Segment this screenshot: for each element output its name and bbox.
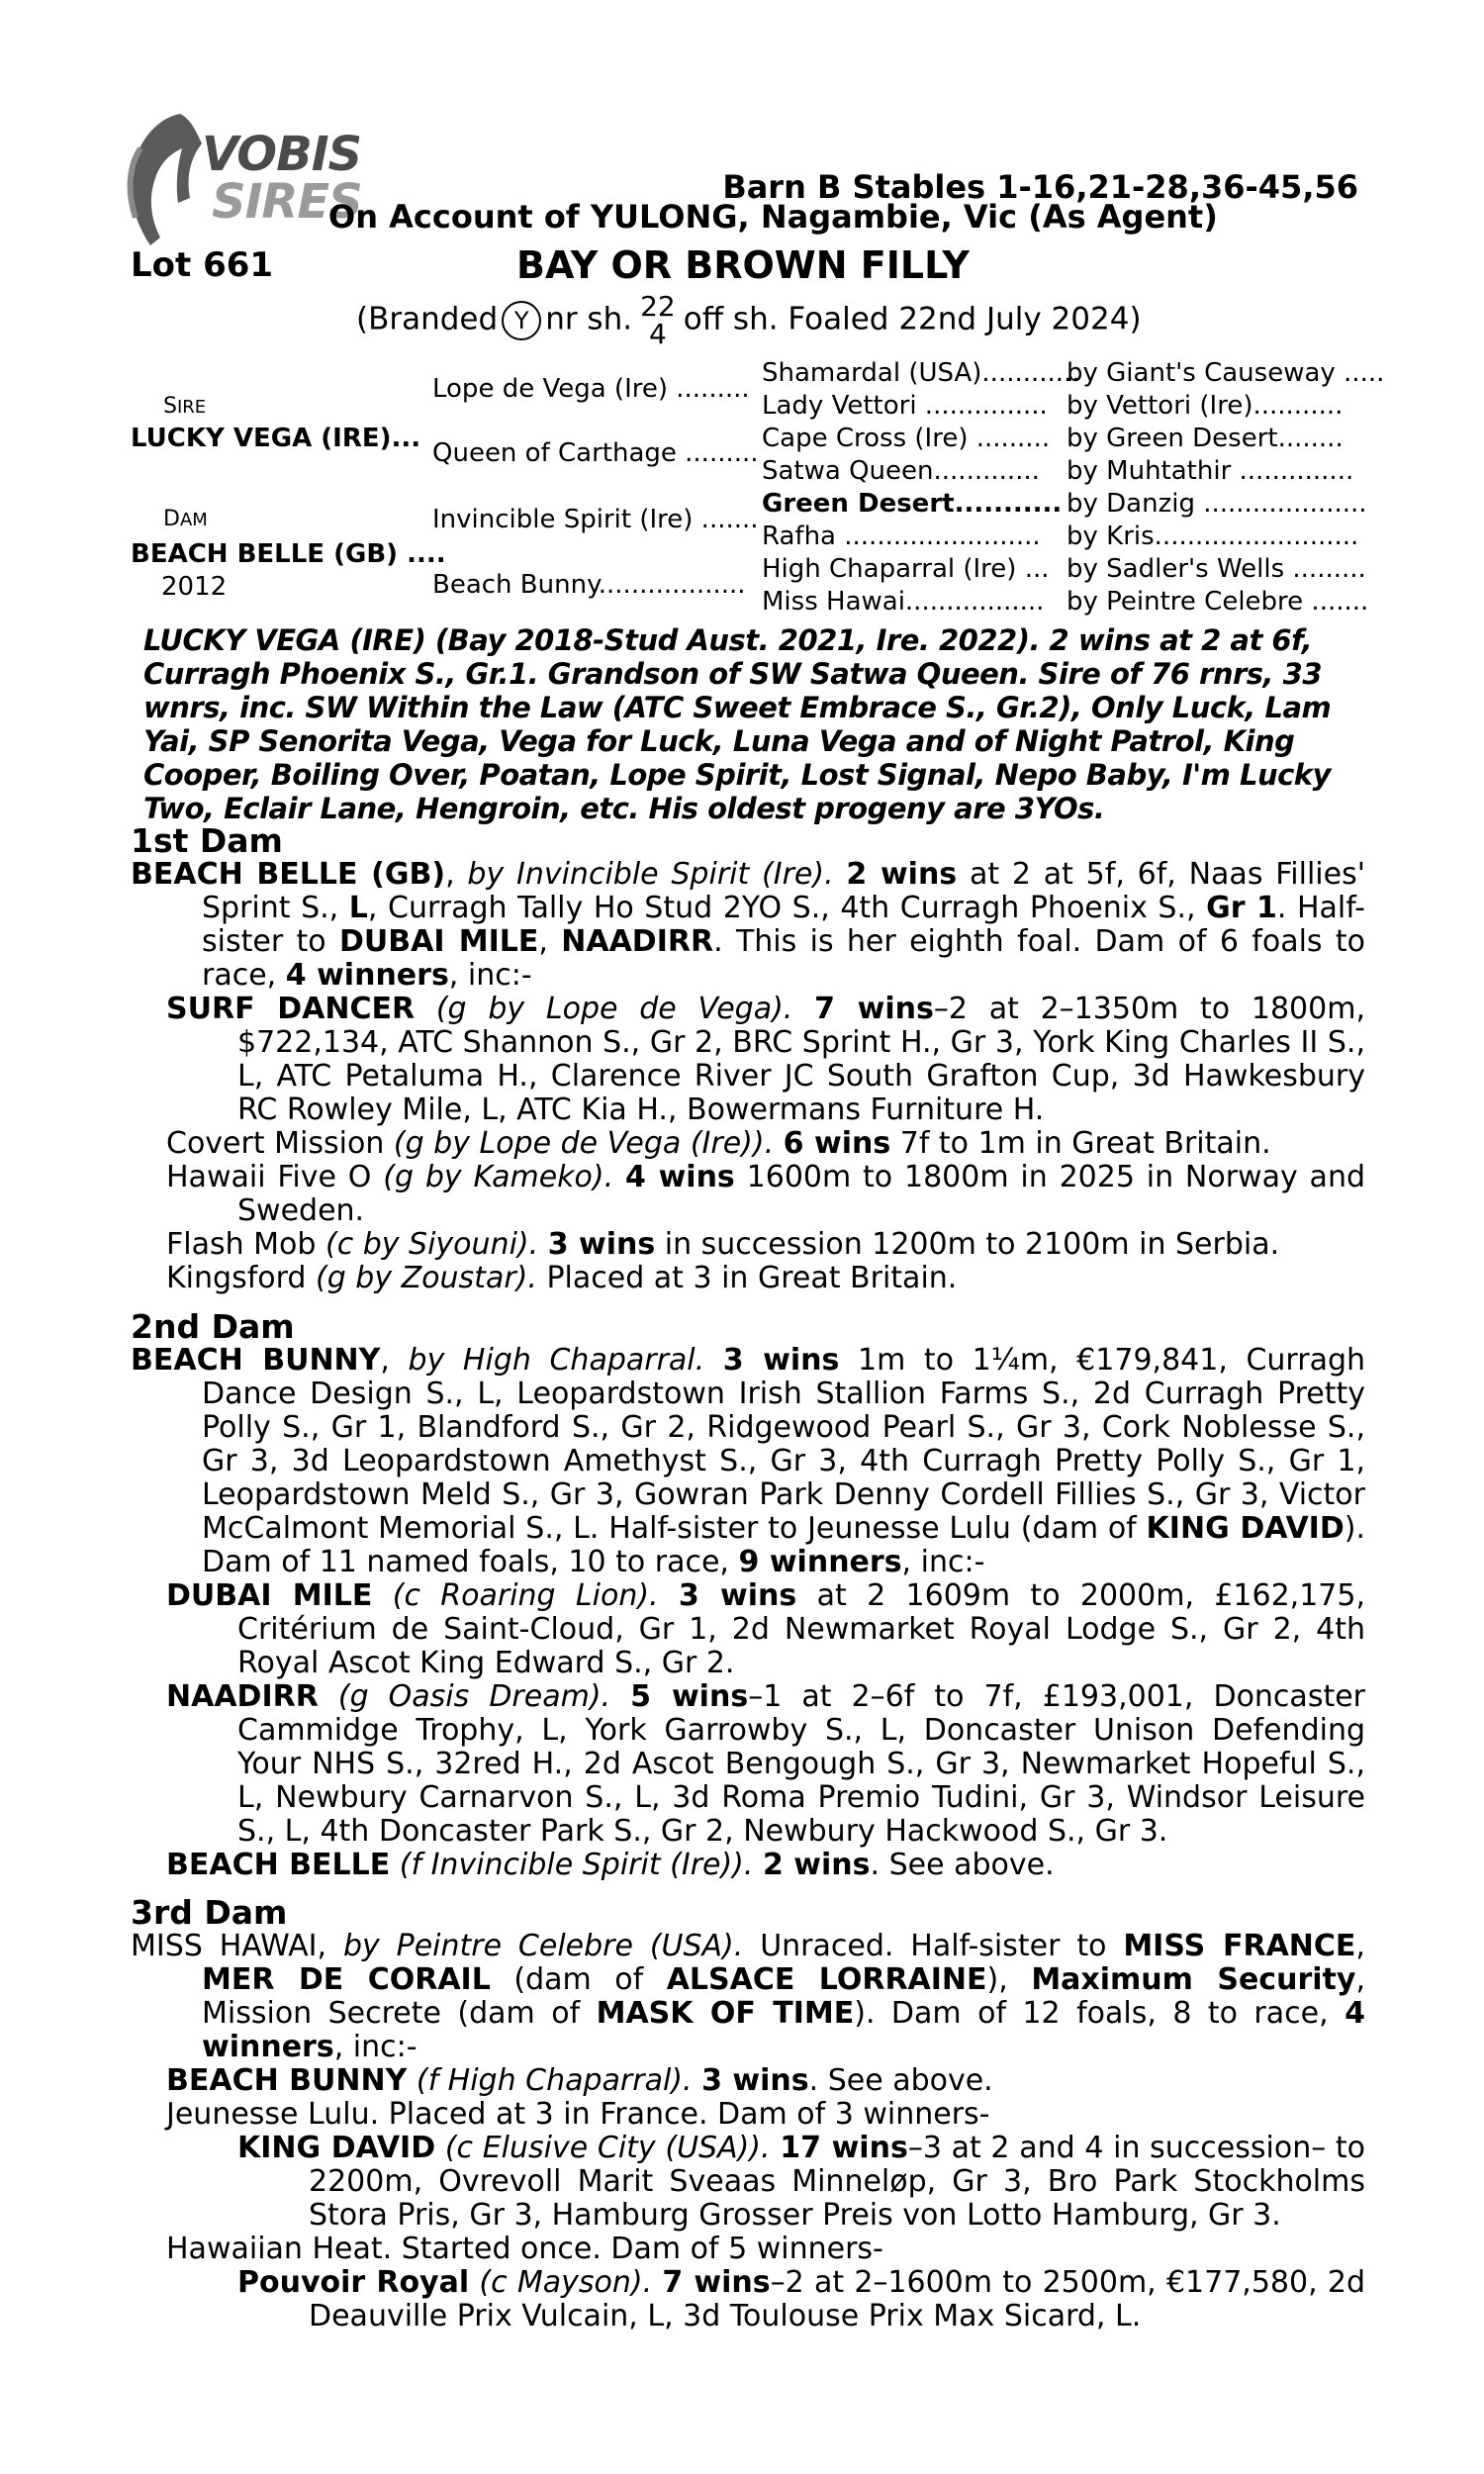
g-sire-3: by Green Desert........ (1067, 424, 1344, 453)
sire-name: LUCKY VEGA (IRE)... (131, 424, 421, 453)
progeny-entry: BEACH BUNNY (f High Chaparral). 3 wins. See above. (166, 2063, 993, 2098)
g-ancestor-5: Green Desert........... (762, 489, 1063, 519)
g-sire-6: by Kris......................... (1067, 522, 1359, 551)
horse-head-icon (121, 109, 210, 247)
brand-number: 22 4 (640, 290, 676, 350)
dam-dam: Beach Bunny.................. (432, 570, 746, 600)
second-dam-paragraph: BEACH BUNNY, by High Chaparral. 3 wins 1m to 1¼m, €179,841, Curragh Dance Design S., L, Leopardstown Irish Stallion Farms S., 2d Curragh Pretty Polly S., Gr 1, Blandford S., Gr 2, Ridgewood Pearl S., Gr 3, Cork Noblesse S., Gr 3, 3d Leopardstown Amethyst S., Gr 3, 4th Curragh Pretty Polly S., Gr 1, Leopardstown Meld S., Gr 3, Gowran Park Denny Cordell Fillies S., Gr 3, Victor McCalmont Memorial S., L. Half-sister to Jeunesse Lulu (dam of KING DAVID). Dam of 11 named foals, 10 to race, 9 winners, inc:- (131, 1343, 1366, 1579)
vobis-sires-logo (121, 109, 362, 247)
sire-dam: Queen of Carthage ......... (432, 438, 759, 468)
third-dam-section (131, 1893, 1366, 2333)
g-ancestor-7: High Chaparral (Ire) ... (762, 554, 1050, 584)
g-ancestor-3: Cape Cross (Ire) ......... (762, 424, 1051, 453)
progeny-entry: Flash Mob (c by Siyouni). 3 wins in succession 1200m to 2100m in Serbia. (166, 1227, 1280, 1262)
g-ancestor-4: Satwa Queen............. (762, 456, 1040, 486)
logo-line1: VOBIS (202, 127, 362, 182)
barn-location: Barn B Stables 1-16,21-28,36-45,56 (722, 168, 1358, 206)
first-dam-section (131, 821, 1366, 1295)
grand-progeny-entry: Pouvoir Royal (c Mayson). 7 wins–2 at 2–1600m to 2500m, €177,580, 2d Deauville Prix Vulcain, L, 3d Toulouse Prix Max Sicard, L. (237, 2265, 1365, 2333)
sire-sire: Lope de Vega (Ire) ......... (432, 374, 750, 404)
grand-progeny-entry: KING DAVID (c Elusive City (USA)). 17 wins–3 at 2 and 4 in succession– to 2200m, Ovrevoll Marit Sveaas Minneløp, Gr 3, Bro Park Stockholms Stora Pris, Gr 3, Hamburg Grosser Preis von Lotto Hamburg, Gr 3. (237, 2131, 1366, 2233)
progeny-entry: Kingsford (g by Zoustar). Placed at 3 in Great Britain. (166, 1261, 958, 1295)
progeny-entry: Jeunesse Lulu. Placed at 3 in France. Dam of 3 winners- (166, 2097, 990, 2132)
sire-summary: LUCKY VEGA (IRE) (Bay 2018-Stud Aust. 2021, Ire. 2022). 2 wins at 2 at 6f, Curragh Phoenix S., Gr.1. Grandson of SW Satwa Queen. Sire of 76 rnrs, 33 wnrs, inc. SW Within the Law (ATC Sweet Embrace S., Gr.2), Only Luck, Lam Yai, SP Senorita Vega, Vega for Luck, Luna Vega and of Night Patrol, King Cooper, Boiling Over, Poatan, Lope Spirit, Lost Signal, Nepo Baby, I'm Lucky Two, Eclair Lane, Hengroin, etc. His oldest progeny are 3YOs. (143, 623, 1332, 825)
dam-sire: Invincible Spirit (Ire) ....... (432, 505, 759, 534)
first-dam-paragraph: BEACH BELLE (GB), by Invincible Spirit (Ire). 2 wins at 2 at 5f, 6f, Naas Fillies' Sprint S., L, Curragh Tally Ho Stud 2YO S., 4th Curragh Phoenix S., Gr 1. Half-sister to DUBAI MILE, NAADIRR. This is her eighth foal. Dam of 6 foals to race, 4 winners, inc:- (131, 857, 1366, 993)
progeny-entry: NAADIRR (g Oasis Dream). 5 wins–1 at 2–6f to 7f, £193,001, Doncaster Cammidge Trophy, L, York Garrowby S., L, Doncaster Unison Defending Your NHS S., 32red H., 2d Ascot Bengough S., Gr 3, Newmarket Hopeful S., L, Newbury Carnarvon S., L, 3d Roma Premio Tudini, Gr 3, Windsor Leisure S., L, 4th Doncaster Park S., Gr 2, Newbury Hackwood S., Gr 3. (166, 1679, 1365, 1849)
lot-number: Lot 661 (131, 245, 274, 285)
g-sire-2: by Vettori (Ire)........... (1067, 391, 1344, 421)
third-dam-paragraph: MISS HAWAI, by Peintre Celebre (USA). Unraced. Half-sister to MISS FRANCE, MER DE CORAIL (dam of ALSACE LORRAINE), Maximum Security, Mission Secrete (dam of MASK OF TIME). Dam of 12 foals, 8 to race, 4 winners, inc:- (131, 1929, 1365, 2064)
second-dam-section (131, 1307, 1366, 1882)
third-dam-heading: 3rd Dam (131, 1893, 288, 1932)
g-sire-5: by Danzig .................... (1067, 489, 1367, 519)
page-title: BAY OR BROWN FILLY (516, 243, 970, 287)
progeny-entry: DUBAI MILE (c Roaring Lion). 3 wins at 2 1609m to 2000m, £162,175, Critérium de Saint-Cloud, Gr 1, 2d Newmarket Royal Lodge S., Gr 2, 4th Royal Ascot King Edward S., Gr 2. (166, 1578, 1366, 1680)
second-dam-heading: 2nd Dam (131, 1307, 295, 1346)
progeny-entry: Hawaii Five O (g by Kameko). 4 wins 1600m to 1800m in 2025 in Norway and Sweden. (166, 1160, 1365, 1228)
g-sire-1: by Giant's Causeway ..... (1067, 358, 1385, 388)
brand-mark-icon: Y (502, 301, 541, 340)
progeny-entry: SURF DANCER (g by Lope de Vega). 7 wins–2 at 2–1350m to 1800m, $722,134, ATC Shannon S., Gr 2, BRC Sprint H., Gr 3, York King Charles II S., L, ATC Petaluma H., Clarence River JC South Grafton Cup, 3d Hawkesbury RC Rowley Mile, L, ATC Kia H., Bowermans Furniture H. (166, 992, 1365, 1127)
g-ancestor-6: Rafha ........................ (762, 522, 1041, 551)
first-dam-heading: 1st Dam (131, 821, 283, 860)
progeny-entry: Covert Mission (g by Lope de Vega (Ire)). 6 wins 7f to 1m in Great Britain. (166, 1126, 1271, 1161)
g-ancestor-1: Shamardal (USA)............ (762, 358, 1080, 388)
progeny-entry: Hawaiian Heat. Started once. Dam of 5 winners- (166, 2232, 883, 2266)
g-ancestor-8: Miss Hawai................. (762, 587, 1045, 617)
g-sire-8: by Peintre Celebre ....... (1067, 587, 1369, 617)
g-sire-7: by Sadler's Wells ......... (1067, 554, 1366, 584)
vendor-account: On Account of YULONG, Nagambie, Vic (As Agent) (328, 198, 1218, 236)
dam-label: DAM (163, 507, 208, 531)
sire-label: SIRE (163, 394, 207, 419)
progeny-entry: BEACH BELLE (f Invincible Spirit (Ire)). 2 wins. See above. (166, 1848, 1055, 1882)
dam-year: 2012 (161, 572, 228, 602)
dam-name: BEACH BELLE (GB) .... (131, 539, 446, 569)
g-sire-4: by Muhtathir .............. (1067, 456, 1354, 486)
g-ancestor-2: Lady Vettori ............... (762, 391, 1048, 421)
logo-line2: SIRES (212, 174, 362, 230)
brand-line: (Branded Y nr sh. 22 4 off sh. Foaled 22nd July 2024) (356, 290, 1142, 350)
